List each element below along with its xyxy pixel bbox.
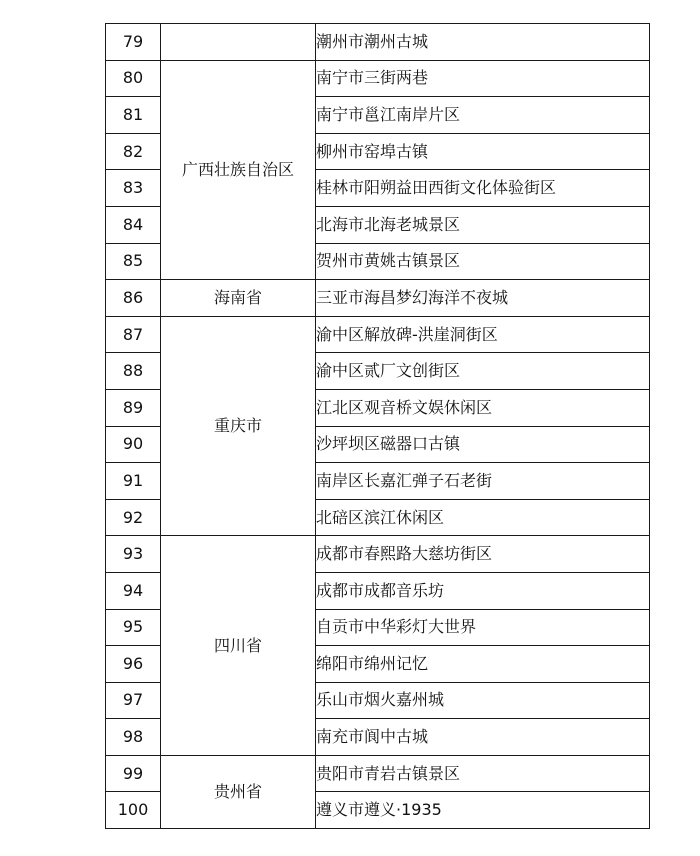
row-number: 82 bbox=[106, 133, 161, 170]
district-name: 南宁市邕江南岸片区 bbox=[316, 97, 650, 134]
province-cell: 四川省 bbox=[161, 536, 316, 756]
row-number: 81 bbox=[106, 97, 161, 134]
row-number: 96 bbox=[106, 646, 161, 683]
row-number: 79 bbox=[106, 24, 161, 61]
row-number: 90 bbox=[106, 426, 161, 463]
row-number: 99 bbox=[106, 755, 161, 792]
row-number: 88 bbox=[106, 353, 161, 390]
table-row bbox=[106, 60, 650, 97]
province-cell: 海南省 bbox=[161, 280, 316, 317]
row-number: 92 bbox=[106, 499, 161, 536]
row-number: 98 bbox=[106, 719, 161, 756]
district-name: 北海市北海老城景区 bbox=[316, 206, 650, 243]
district-name: 遵义市遵义·1935 bbox=[316, 792, 650, 829]
row-number: 93 bbox=[106, 536, 161, 573]
district-name: 南充市阆中古城 bbox=[316, 719, 650, 756]
district-name: 渝中区贰厂文创街区 bbox=[316, 353, 650, 390]
row-number: 87 bbox=[106, 316, 161, 353]
province-cell: 贵州省 bbox=[161, 755, 316, 828]
district-list-table bbox=[105, 23, 650, 829]
district-name: 渝中区解放碑-洪崖洞街区 bbox=[316, 316, 650, 353]
row-number: 95 bbox=[106, 609, 161, 646]
row-number: 100 bbox=[106, 792, 161, 829]
table-row bbox=[106, 316, 650, 353]
row-number: 83 bbox=[106, 170, 161, 207]
province-cell: 重庆市 bbox=[161, 316, 316, 536]
district-name: 成都市春熙路大慈坊街区 bbox=[316, 536, 650, 573]
row-number: 84 bbox=[106, 206, 161, 243]
district-name: 贵阳市青岩古镇景区 bbox=[316, 755, 650, 792]
row-number: 89 bbox=[106, 389, 161, 426]
province-cell-empty bbox=[161, 24, 316, 61]
table-row bbox=[106, 536, 650, 573]
row-number: 97 bbox=[106, 682, 161, 719]
district-name: 南岸区长嘉汇弹子石老街 bbox=[316, 463, 650, 500]
district-name: 贺州市黄姚古镇景区 bbox=[316, 243, 650, 280]
district-name: 绵阳市绵州记忆 bbox=[316, 646, 650, 683]
district-name: 柳州市窑埠古镇 bbox=[316, 133, 650, 170]
row-number: 91 bbox=[106, 463, 161, 500]
district-name: 桂林市阳朔益田西街文化体验街区 bbox=[316, 170, 650, 207]
district-name: 北碚区滨江休闲区 bbox=[316, 499, 650, 536]
district-name: 成都市成都音乐坊 bbox=[316, 572, 650, 609]
row-number: 94 bbox=[106, 572, 161, 609]
district-name: 沙坪坝区磁器口古镇 bbox=[316, 426, 650, 463]
district-name: 南宁市三街两巷 bbox=[316, 60, 650, 97]
row-number: 86 bbox=[106, 280, 161, 317]
table-row bbox=[106, 280, 650, 317]
district-name: 潮州市潮州古城 bbox=[316, 24, 650, 61]
district-name: 自贡市中华彩灯大世界 bbox=[316, 609, 650, 646]
row-number: 85 bbox=[106, 243, 161, 280]
row-number: 80 bbox=[106, 60, 161, 97]
table-row bbox=[106, 755, 650, 792]
table-row bbox=[106, 24, 650, 61]
province-cell: 广西壮族自治区 bbox=[161, 60, 316, 280]
district-name: 乐山市烟火嘉州城 bbox=[316, 682, 650, 719]
district-name: 江北区观音桥文娱休闲区 bbox=[316, 389, 650, 426]
district-name: 三亚市海昌梦幻海洋不夜城 bbox=[316, 280, 650, 317]
